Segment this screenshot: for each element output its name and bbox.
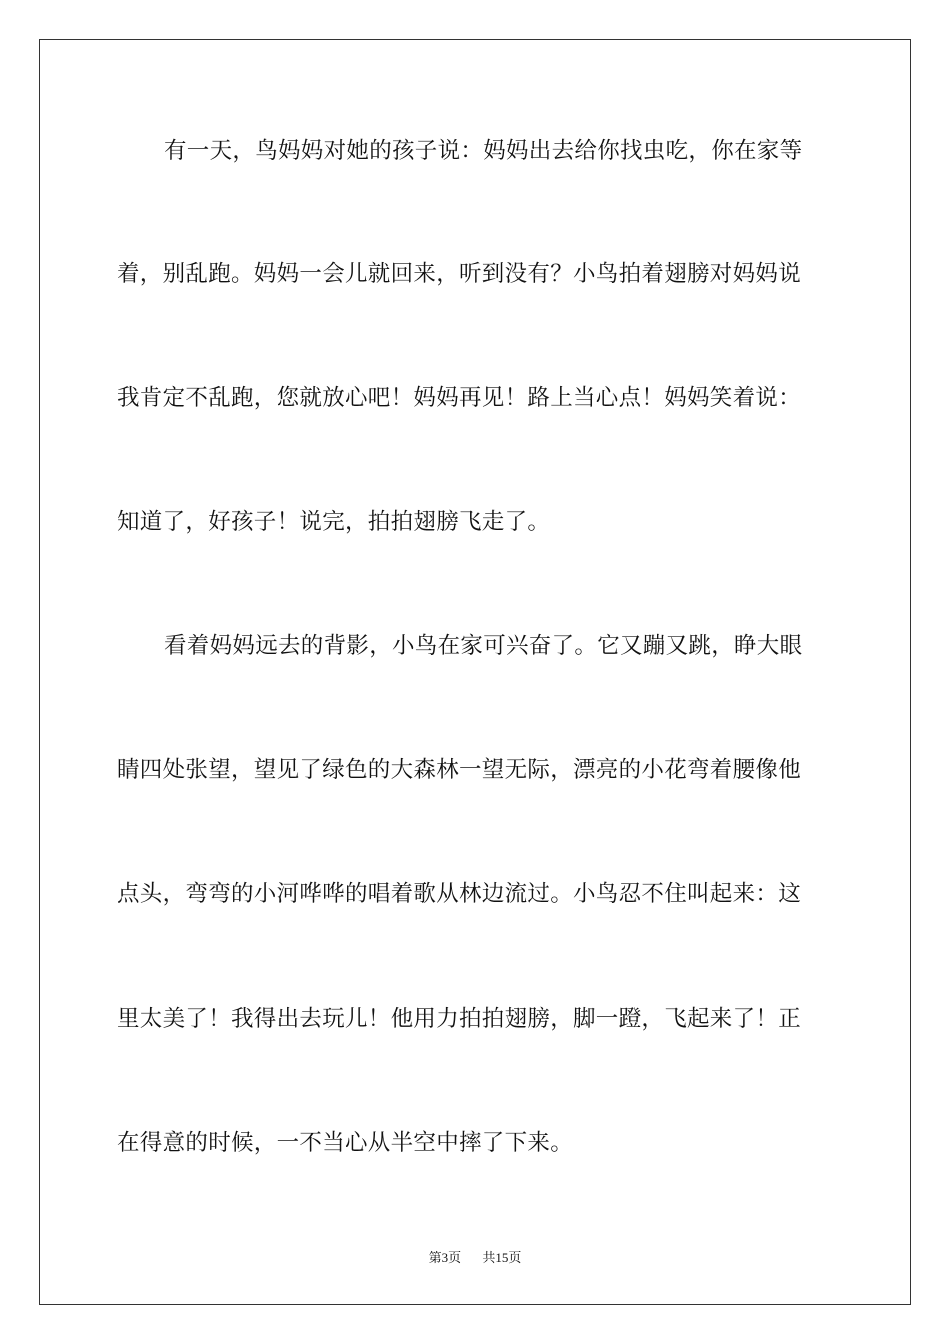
page-footer — [0, 1250, 950, 1266]
text-line-3: 我肯定不乱跑，您就放心吧！妈妈再见！路上当心点！妈妈笑着说： — [117, 385, 802, 411]
text-line-9: 在得意的时候，一不当心从半空中摔了下来。 — [117, 1130, 574, 1156]
text-line-2: 着，别乱跑。妈妈一会儿就回来，听到没有？小鸟拍着翅膀对妈妈说 — [117, 261, 802, 287]
total-pages-label: 共15页 — [482, 1250, 522, 1265]
page-border — [39, 39, 911, 1305]
text-line-7: 点头，弯弯的小河哗哗的唱着歌从林边流过。小鸟忍不住叫起来：这 — [117, 881, 802, 907]
text-line-8: 里太美了！我得出去玩儿！他用力拍拍翅膀，脚一蹬，飞起来了！正 — [117, 1006, 802, 1032]
text-line-6: 睛四处张望，望见了绿色的大森林一望无际，漂亮的小花弯着腰像他 — [117, 757, 802, 783]
text-line-5: 看着妈妈远去的背影，小鸟在家可兴奋了。它又蹦又跳，睁大眼 — [164, 633, 803, 659]
text-line-1: 有一天，鸟妈妈对她的孩子说：妈妈出去给你找虫吃，你在家等 — [164, 138, 803, 164]
text-line-4: 知道了，好孩子！说完，拍拍翅膀飞走了。 — [117, 509, 551, 535]
current-page-label: 第3页 — [428, 1250, 462, 1265]
